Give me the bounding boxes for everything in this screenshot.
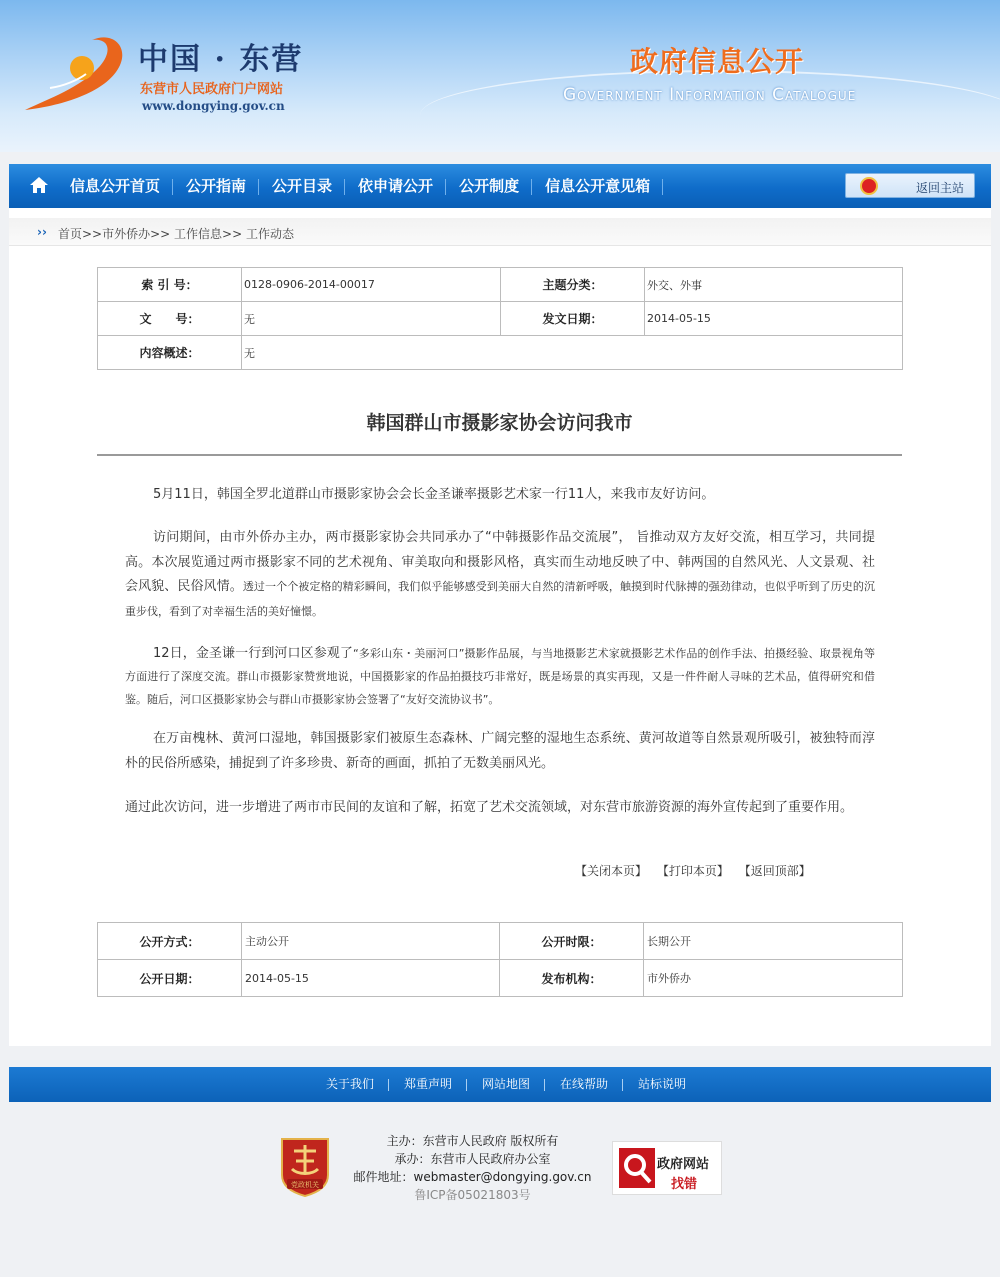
article-title: 韩国群山市摄影家协会访问我市 — [366, 412, 633, 434]
badge-text: 党政机关 — [291, 1181, 319, 1189]
footer-icp[interactable]: 鲁ICP备05021803号 — [414, 1188, 531, 1202]
nav-menu — [57, 164, 663, 208]
footer-links — [9, 1067, 991, 1102]
paragraph-4-text: 在万亩槐林、黄河口湿地，韩国摄影家们被原生态森林、广阔完整的湿地生态系统、黄河故道等自然景观所吸引，被独特而淳朴的民俗所感染，捕捉到了许多珍贵、新奇的画面，抓拍了无数美丽风光。 — [125, 731, 875, 771]
footer-link-sitemap[interactable]: 网站地图 — [467, 1067, 545, 1102]
article-paragraph-3 — [125, 642, 875, 711]
topic-label: 主题分类： — [501, 268, 645, 302]
home-icon[interactable] — [29, 175, 49, 195]
breadcrumb-text[interactable]: 首页>>市外侨办>> 工作信息>> 工作动态 — [58, 227, 294, 241]
brand-subtitle: 东营市人民政府门户网站 — [140, 82, 284, 97]
disclosure-meta-table — [97, 922, 903, 997]
article-actions — [575, 862, 817, 879]
return-main-site-button[interactable] — [845, 173, 975, 198]
disclosure-term-value: 长期公开 — [644, 923, 903, 960]
issue-date-value: 2014-05-15 — [645, 302, 903, 336]
article-paragraph-4 — [125, 727, 875, 776]
brand-title: 中国 · 东营 — [138, 42, 304, 77]
section-title: 政府信息公开 — [630, 45, 805, 78]
footer-link-logo-note[interactable]: 站标说明 — [638, 1077, 687, 1091]
summary-value: 无 — [242, 336, 903, 370]
dongying-logo-icon — [20, 28, 135, 118]
party-government-badge-icon[interactable] — [278, 1135, 332, 1197]
paragraph-3-text: 12日，金圣谦一行到河口区参观了 — [153, 646, 354, 661]
disclosure-mode-value: 主动公开 — [242, 923, 500, 960]
nav-item-catalogue[interactable]: 公开目录 — [259, 164, 345, 208]
footer-link-disclaimer[interactable]: 郑重声明 — [389, 1067, 467, 1102]
site-header — [0, 0, 1000, 152]
footer-info — [345, 1132, 600, 1204]
doc-number-label: 文 号： — [98, 302, 242, 336]
footer-organizer: 承办：东营市人民政府办公室 — [394, 1152, 551, 1166]
document-meta-table — [97, 267, 903, 370]
topic-value: 外交、外事 — [645, 268, 903, 302]
title-divider — [97, 454, 902, 456]
nav-item-application[interactable]: 依申请公开 — [345, 164, 446, 208]
paragraph-3-text-small: “多彩山东・美丽河口”摄影作品展，与当地摄影艺术家就摄影艺术作品的创作手法、拍摄经验、取景视角等方面进行了深度交流。群山市摄影家赞赏地说，中国摄影家的作品拍摄技巧非常好，既是场景的真实再现，又是一件件耐人寻味的艺术品，值得研究和借鉴。随后，河口区摄影家协会与群山市摄影家协会签署了“友好交流协议书”。 — [125, 647, 875, 706]
paragraph-5-text: 通过此次访问，进一步增进了两市市民间的友谊和了解，拓宽了艺术交流领域，对东营市旅游资源的海外宣传起到了重要作用。 — [125, 800, 854, 815]
nav-item-guide[interactable]: 公开指南 — [173, 164, 259, 208]
disclosure-date-label: 公开日期： — [98, 960, 242, 997]
article-paragraph-2 — [125, 526, 875, 624]
footer-link-about[interactable]: 关于我们 — [311, 1067, 389, 1102]
publisher-label: 发布机构： — [500, 960, 644, 997]
article-paragraph-5 — [125, 796, 875, 821]
breadcrumb — [9, 218, 991, 246]
paragraph-1-text: 5月11日，韩国全罗北道群山市摄影家协会会长金圣谦率摄影艺术家一行11人，来我市友好访问。 — [153, 487, 715, 502]
main-nav — [9, 164, 991, 208]
doc-number-value: 无 — [242, 302, 501, 336]
close-page-link[interactable]: 【关闭本页】 — [575, 864, 648, 878]
brand-url: www.dongying.gov.cn — [142, 99, 285, 113]
nav-item-feedback[interactable]: 信息公开意见箱 — [532, 164, 663, 208]
footer-sponsor: 主办：东营市人民政府 版权所有 — [386, 1134, 559, 1148]
print-page-link[interactable]: 【打印本页】 — [656, 864, 729, 878]
errfind-label-1: 政府网站 — [657, 1157, 710, 1172]
summary-label: 内容概述： — [98, 336, 242, 370]
index-value: 0128-0906-2014-00017 — [242, 268, 501, 302]
paragraph-2-text-small: 透过一个个被定格的精彩瞬间，我们似乎能够感受到美丽大自然的清新呼吸，触摸到时代脉搏的强劲律动，也似乎听到了历史的沉重步伐，看到了对幸福生活的美好憧憬。 — [125, 580, 875, 618]
back-to-top-link[interactable]: 【返回顶部】 — [738, 864, 811, 878]
paragraph-2-text: 访问期间，由市外侨办主办，两市摄影家协会共同承办了“中韩摄影作品交流展”， 旨推动双方友好交流，相互学习，共同提高。本次展览通过两市摄影家不同的艺术视角、审美取向和摄影风格，真实而生动地反映了中、韩两国的自然风光、人文景观、社会风貌、民俗风情。 — [125, 530, 875, 594]
disclosure-date-value: 2014-05-15 — [242, 960, 500, 997]
footer-links-bar — [9, 1067, 991, 1102]
magnifier-icon — [619, 1148, 655, 1188]
content-panel — [9, 208, 991, 1046]
issue-date-label: 发文日期： — [501, 302, 645, 336]
footer-link-help[interactable]: 在线帮助 — [545, 1067, 623, 1102]
national-emblem-icon — [860, 177, 878, 195]
chevron-right-icon: ›› — [37, 225, 47, 239]
article-paragraph-1 — [125, 483, 875, 508]
index-label: 索 引 号： — [98, 268, 242, 302]
footer-email[interactable]: 邮件地址：webmaster@dongying.gov.cn — [353, 1170, 592, 1184]
nav-item-rules[interactable]: 公开制度 — [446, 164, 532, 208]
section-subtitle-en: Government Information Catalogue — [563, 85, 857, 105]
errfind-label-2: 找错 — [671, 1177, 698, 1192]
return-label: 返回主站 — [916, 181, 965, 195]
nav-item-home[interactable]: 信息公开首页 — [57, 164, 173, 208]
disclosure-mode-label: 公开方式： — [98, 923, 242, 960]
gov-site-error-report-button[interactable] — [612, 1141, 722, 1195]
publisher-value: 市外侨办 — [644, 960, 903, 997]
disclosure-term-label: 公开时限： — [500, 923, 644, 960]
decorative-arc — [420, 70, 1000, 152]
